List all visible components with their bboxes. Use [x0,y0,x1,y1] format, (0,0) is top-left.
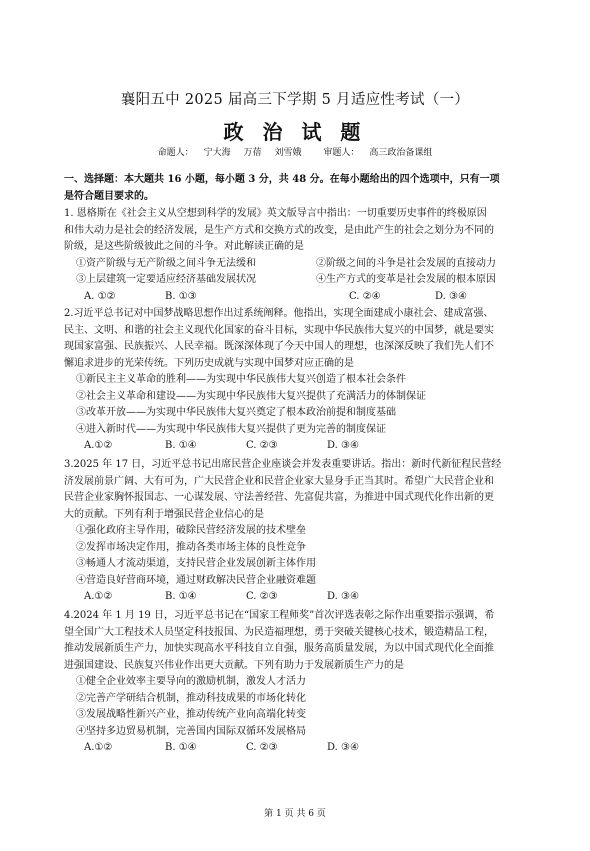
setter-name: 刘雪娥 [274,148,302,158]
answer-item: ④进入新时代——为实现中华民族伟大复兴提供了更为完善的制度保证 [76,423,386,435]
question-stem-line: 推动发展新质生产力，加快实现高水平科技自立自强，服务高质量发展，为以中国式现代化全面推 [64,643,494,654]
answer-item: ①资产阶级与无产阶级之间斗争无法缓和 [76,257,256,269]
section-heading-line: 是符合题目要求的。 [64,190,154,202]
question-stem-line: 3.2025 年 17 日，习近平总书记出席民营企业座谈会并发表重要讲话。指出：新时代新征程民营经 [64,459,502,470]
answer-item: ③改革开放——为实现中华民族伟大复兴奠定了根本政治前提和制度基础 [76,407,396,418]
question-stem-line: 大的贡献。下列有利于增强民营企业信心的是 [64,508,264,520]
option-a: A.①② [84,440,113,451]
question-stem-line: 民营企业家胸怀报国志、一心谋发展、守法善经营、先富促共富，为推进中国式现代化作出新的更 [64,492,494,503]
answer-item: ②发挥市场决定作用，推动各类市场主体的良性竞争 [76,541,306,553]
question-stem-line: 阶级，是这些阶级彼此之间的斗争。对此解读正确的是 [64,241,304,252]
option-c: C. ②③ [246,742,278,753]
authors-line [0,145,590,158]
answer-item: ③上层建筑一定要适应经济基础发展状况 [76,274,256,285]
reviewer-label: 审题人： [323,148,360,158]
question-stem-line: 济发展前景广阔、大有可为，广大民营企业和民营企业家大显身手正当其时。希望广大民营企业和 [64,475,494,487]
option-a: A. ①② [84,290,116,302]
question-2 [64,306,538,455]
question-stem-line: 民主、文明、和谐的社会主义现代化国家的奋斗目标，实现中华民族伟大复兴的中国梦，就是要实 [64,324,494,336]
option-c: C. ②③ [246,440,278,451]
option-d: D. ③④ [327,440,359,451]
answer-item: ③发展战略性新兴产业，推动传统产业向高端化转变 [76,709,306,720]
answer-item: ①健全企业效率主要导向的激励机制，激发人才活力 [76,676,306,687]
question-stem-line: 进强国建设、民族复兴伟业作出更大贡献。下列有助力于发展新质生产力的是 [64,659,404,671]
section-heading-line: 一、选择题：本大题共 16 小题，每小题 3 分，共 48 分。在每小题给出的四个选项中，只有一项 [64,174,500,185]
exam-title: 襄阳五中 2025 届高三下学期 5 月适应性考试（一） [120,92,470,108]
option-b: B. ①③ [165,290,197,302]
question-3 [64,457,538,606]
answer-item: ③畅通人才流动渠道，支持民营企业发展创新主体作用 [76,558,316,569]
option-a: A.①② [84,591,113,602]
option-a: A.①② [84,742,113,753]
option-c: C. ②③ [246,591,278,602]
answer-item: ④生产方式的变革是社会发展的根本原因 [316,274,496,285]
page-number: 第 1 页 共 6 页 [264,809,326,819]
option-c: C. ②④ [349,290,381,302]
answer-item: ②阶级之间的斗争是社会发展的直接动力 [316,257,496,269]
question-stem-line: 和伟大动力是社会的经济发展，是生产方式和交换方式的改变，是由此产生的社会之划分为不同的 [64,224,494,236]
answer-item: ①强化政府主导作用，破除民营经济发展的技术壁垒 [76,525,306,536]
question-stem-line: 望全国广大工程技术人员坚定科技报国、为民造福理想，勇于突破关键核心技术，锻造精品工程， [64,626,494,638]
answer-item: ②社会主义革命和建设——为实现中华民族伟大复兴提供了充满活力的体制保证 [76,390,426,402]
question-stem-line: 1. 恩格斯在《社会主义从空想到科学的发展》英文版导言中指出：一切重要历史事件的终极原因 [64,208,487,219]
question-1 [64,206,538,305]
option-d: D. ③④ [327,591,359,602]
question-stem-line: 4.2024 年 1 月 19 日，习近平总书记在“国家工程师奖”首次评选表彰之际作出重要指示强调，希 [64,610,495,621]
reviewer-name: 高三政治备课组 [369,148,433,158]
option-b: B. ①④ [165,591,197,602]
question-4 [64,608,538,757]
setter-name: 万蓓 [243,148,262,158]
question-stem-line: 懈追求进步的光荣传统。下列历史成就与实现中国梦对应正确的是 [64,357,354,369]
option-d: D. ③④ [435,290,467,302]
answer-item: ②完善产学研结合机制，推动科技成果的市场化转化 [76,692,306,704]
option-b: B. ①④ [165,742,197,753]
setter-name: 宁大海 [203,148,231,158]
question-stem-line: 现国家富强、民族振兴、人民幸福。既深深体现了今天中国人的理想，也深深反映了我们先人们不 [64,341,494,352]
option-d: D. ③④ [327,742,359,753]
answer-item: ④营造良好营商环境，通过财政解决民营企业融资难题 [76,574,316,586]
section-heading [64,172,538,205]
option-b: B. ①④ [165,440,197,451]
answer-item: ④坚持多边贸易机制，完善国内国际双循环发展格局 [76,725,306,737]
subject-title: 政 治 试 题 [223,120,367,144]
setters-label: 命题人： [157,148,194,158]
question-stem-line: 2.习近平总书记对中国梦战略思想作出过系统阐释。他指出，实现全面建成小康社会、建成富强、 [64,308,494,319]
answer-item: ①新民主主义革命的胜利——为实现中华民族伟大复兴创造了根本社会条件 [76,374,406,385]
